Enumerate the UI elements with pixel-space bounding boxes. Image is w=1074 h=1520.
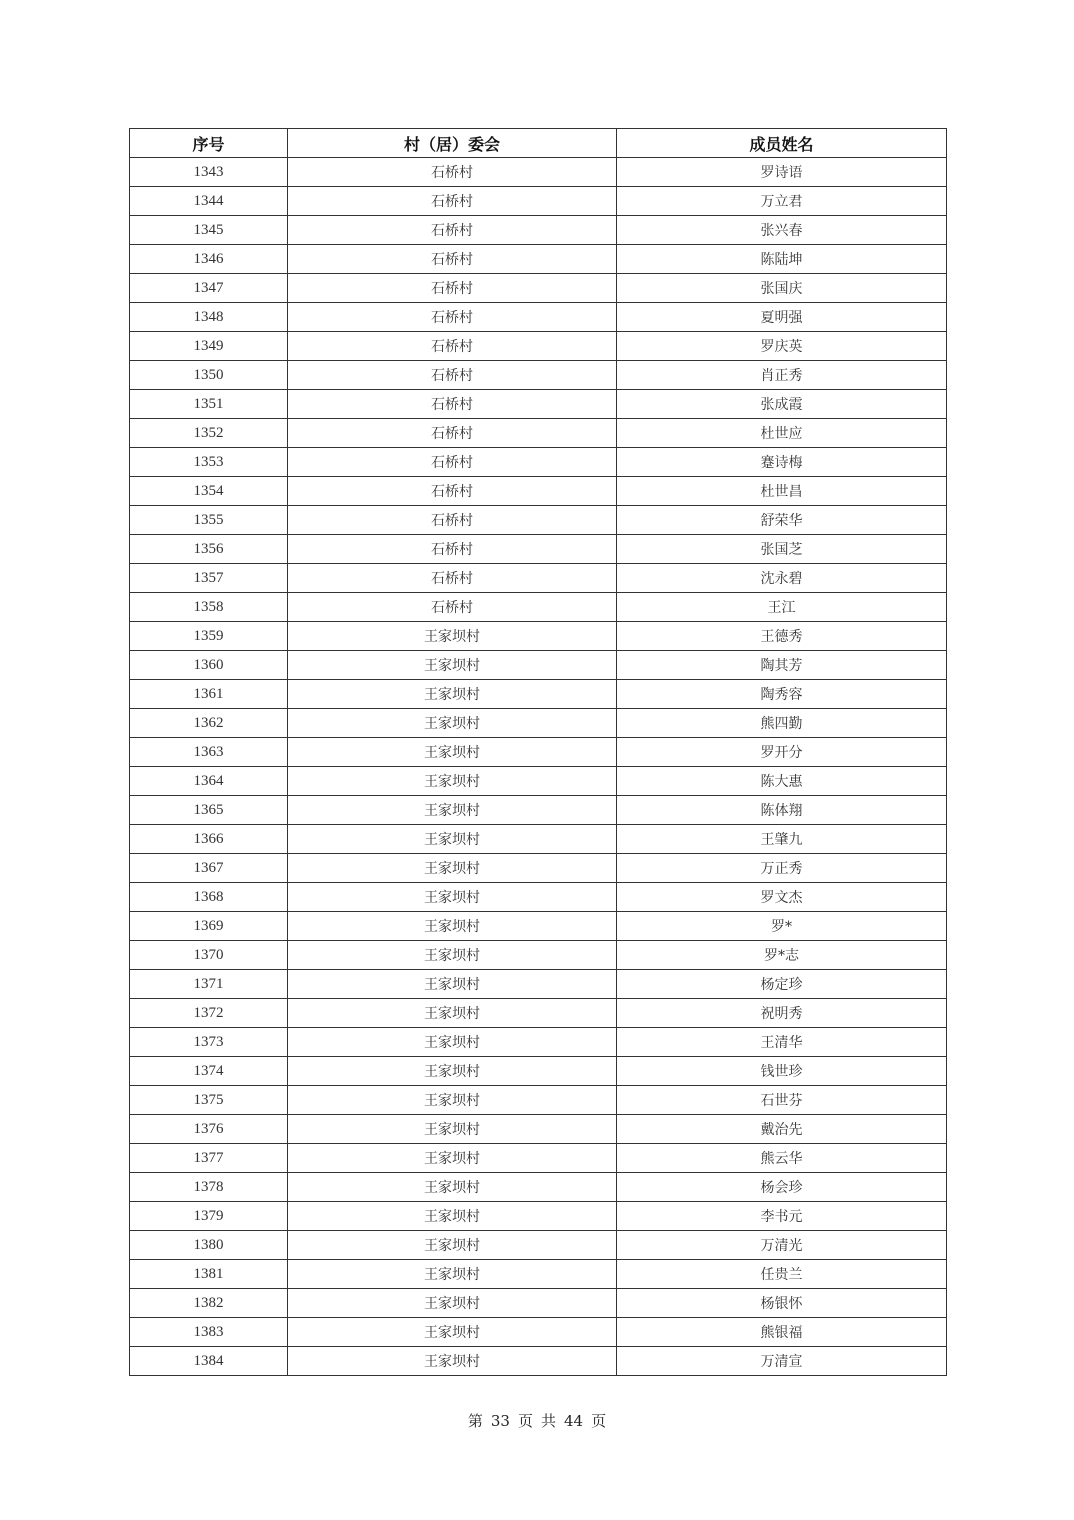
cell-village-committee: 石桥村: [288, 332, 617, 361]
table-row: [130, 419, 947, 448]
table-row: [130, 332, 947, 361]
cell-serial-number: 1370: [130, 941, 288, 970]
table-row: [130, 1115, 947, 1144]
table-row: [130, 941, 947, 970]
table-row: [130, 1347, 947, 1376]
cell-village-committee: 石桥村: [288, 274, 617, 303]
cell-village-committee: 王家坝村: [288, 999, 617, 1028]
cell-village-committee: 王家坝村: [288, 622, 617, 651]
cell-village-committee: 王家坝村: [288, 1231, 617, 1260]
cell-serial-number: 1367: [130, 854, 288, 883]
table-row: [130, 506, 947, 535]
table-row: [130, 216, 947, 245]
table-row: [130, 535, 947, 564]
cell-member-name: 罗文杰: [617, 883, 947, 912]
cell-village-committee: 王家坝村: [288, 738, 617, 767]
footer-total-pages: 44: [564, 1412, 584, 1430]
table-row: [130, 999, 947, 1028]
table-row: [130, 187, 947, 216]
table-row: [130, 738, 947, 767]
table-row: [130, 477, 947, 506]
table-row: [130, 854, 947, 883]
cell-member-name: 万正秀: [617, 854, 947, 883]
table-row: [130, 1202, 947, 1231]
cell-village-committee: 王家坝村: [288, 1028, 617, 1057]
cell-member-name: 杨银怀: [617, 1289, 947, 1318]
cell-serial-number: 1372: [130, 999, 288, 1028]
table-row: [130, 1028, 947, 1057]
table-row: [130, 912, 947, 941]
cell-village-committee: 王家坝村: [288, 883, 617, 912]
cell-village-committee: 石桥村: [288, 158, 617, 187]
cell-serial-number: 1351: [130, 390, 288, 419]
cell-member-name: 张兴春: [617, 216, 947, 245]
footer-prefix: 第: [467, 1412, 483, 1430]
cell-serial-number: 1359: [130, 622, 288, 651]
table-row: [130, 1173, 947, 1202]
cell-member-name: 张成霞: [617, 390, 947, 419]
cell-member-name: 陈大惠: [617, 767, 947, 796]
cell-member-name: 蹇诗梅: [617, 448, 947, 477]
cell-member-name: 舒荣华: [617, 506, 947, 535]
cell-village-committee: 王家坝村: [288, 1318, 617, 1347]
cell-village-committee: 王家坝村: [288, 1144, 617, 1173]
table-row: [130, 245, 947, 274]
member-table: [129, 128, 947, 1376]
table-row: [130, 303, 947, 332]
cell-member-name: 陶秀容: [617, 680, 947, 709]
cell-village-committee: 石桥村: [288, 245, 617, 274]
page-footer: [0, 1410, 1074, 1431]
cell-member-name: 张国芝: [617, 535, 947, 564]
cell-serial-number: 1377: [130, 1144, 288, 1173]
table-row: [130, 796, 947, 825]
cell-village-committee: 石桥村: [288, 216, 617, 245]
cell-member-name: 夏明强: [617, 303, 947, 332]
cell-village-committee: 王家坝村: [288, 912, 617, 941]
cell-serial-number: 1348: [130, 303, 288, 332]
cell-serial-number: 1375: [130, 1086, 288, 1115]
cell-serial-number: 1376: [130, 1115, 288, 1144]
cell-serial-number: 1368: [130, 883, 288, 912]
cell-serial-number: 1384: [130, 1347, 288, 1376]
cell-member-name: 张国庆: [617, 274, 947, 303]
cell-serial-number: 1380: [130, 1231, 288, 1260]
cell-serial-number: 1371: [130, 970, 288, 999]
cell-member-name: 杨会珍: [617, 1173, 947, 1202]
cell-serial-number: 1347: [130, 274, 288, 303]
cell-village-committee: 王家坝村: [288, 1086, 617, 1115]
cell-member-name: 任贵兰: [617, 1260, 947, 1289]
cell-village-committee: 王家坝村: [288, 651, 617, 680]
table-row: [130, 274, 947, 303]
table-row: [130, 158, 947, 187]
cell-member-name: 杨定珍: [617, 970, 947, 999]
footer-page-word: 页: [517, 1412, 533, 1430]
cell-member-name: 王清华: [617, 1028, 947, 1057]
cell-serial-number: 1364: [130, 767, 288, 796]
table-row: [130, 1289, 947, 1318]
cell-village-committee: 石桥村: [288, 448, 617, 477]
cell-serial-number: 1346: [130, 245, 288, 274]
table-row: [130, 622, 947, 651]
table-row: [130, 1231, 947, 1260]
table-header-row: [130, 129, 947, 158]
cell-village-committee: 石桥村: [288, 390, 617, 419]
cell-village-committee: 王家坝村: [288, 767, 617, 796]
cell-village-committee: 王家坝村: [288, 1115, 617, 1144]
cell-serial-number: 1356: [130, 535, 288, 564]
cell-member-name: 熊银福: [617, 1318, 947, 1347]
cell-village-committee: 石桥村: [288, 593, 617, 622]
cell-serial-number: 1381: [130, 1260, 288, 1289]
table-row: [130, 390, 947, 419]
header-village-committee: 村（居）委会: [288, 129, 617, 158]
cell-member-name: 罗庆英: [617, 332, 947, 361]
cell-member-name: 肖正秀: [617, 361, 947, 390]
table-row: [130, 825, 947, 854]
cell-serial-number: 1357: [130, 564, 288, 593]
cell-member-name: 罗*志: [617, 941, 947, 970]
cell-serial-number: 1383: [130, 1318, 288, 1347]
cell-serial-number: 1355: [130, 506, 288, 535]
cell-serial-number: 1350: [130, 361, 288, 390]
cell-village-committee: 王家坝村: [288, 796, 617, 825]
cell-serial-number: 1378: [130, 1173, 288, 1202]
cell-village-committee: 王家坝村: [288, 854, 617, 883]
cell-serial-number: 1358: [130, 593, 288, 622]
cell-village-committee: 石桥村: [288, 303, 617, 332]
table-row: [130, 767, 947, 796]
cell-serial-number: 1369: [130, 912, 288, 941]
footer-suffix: 页: [591, 1412, 607, 1430]
cell-member-name: 石世芬: [617, 1086, 947, 1115]
cell-village-committee: 王家坝村: [288, 1202, 617, 1231]
cell-village-committee: 石桥村: [288, 361, 617, 390]
cell-serial-number: 1353: [130, 448, 288, 477]
table-row: [130, 1057, 947, 1086]
cell-serial-number: 1362: [130, 709, 288, 738]
cell-serial-number: 1344: [130, 187, 288, 216]
cell-member-name: 万清光: [617, 1231, 947, 1260]
cell-member-name: 万清宣: [617, 1347, 947, 1376]
table-row: [130, 1086, 947, 1115]
table-row: [130, 883, 947, 912]
cell-member-name: 罗*: [617, 912, 947, 941]
cell-member-name: 杜世昌: [617, 477, 947, 506]
cell-village-committee: 王家坝村: [288, 1260, 617, 1289]
cell-village-committee: 石桥村: [288, 477, 617, 506]
cell-member-name: 戴治先: [617, 1115, 947, 1144]
cell-serial-number: 1373: [130, 1028, 288, 1057]
cell-serial-number: 1382: [130, 1289, 288, 1318]
cell-serial-number: 1349: [130, 332, 288, 361]
table-body: [130, 158, 947, 1376]
header-serial-number: 序号: [130, 129, 288, 158]
cell-serial-number: 1365: [130, 796, 288, 825]
cell-serial-number: 1343: [130, 158, 288, 187]
cell-serial-number: 1363: [130, 738, 288, 767]
cell-serial-number: 1361: [130, 680, 288, 709]
cell-serial-number: 1345: [130, 216, 288, 245]
cell-member-name: 王江: [617, 593, 947, 622]
cell-village-committee: 王家坝村: [288, 825, 617, 854]
cell-village-committee: 王家坝村: [288, 1057, 617, 1086]
cell-member-name: 熊云华: [617, 1144, 947, 1173]
cell-member-name: 王肇九: [617, 825, 947, 854]
cell-member-name: 罗开分: [617, 738, 947, 767]
cell-village-committee: 王家坝村: [288, 970, 617, 999]
table-row: [130, 680, 947, 709]
cell-village-committee: 石桥村: [288, 564, 617, 593]
cell-village-committee: 王家坝村: [288, 1173, 617, 1202]
cell-serial-number: 1352: [130, 419, 288, 448]
cell-member-name: 王德秀: [617, 622, 947, 651]
cell-village-committee: 王家坝村: [288, 680, 617, 709]
table-row: [130, 1318, 947, 1347]
cell-member-name: 祝明秀: [617, 999, 947, 1028]
cell-member-name: 钱世珍: [617, 1057, 947, 1086]
footer-current-page: 33: [490, 1412, 510, 1430]
cell-village-committee: 王家坝村: [288, 1289, 617, 1318]
table-row: [130, 709, 947, 738]
cell-serial-number: 1360: [130, 651, 288, 680]
table-row: [130, 361, 947, 390]
cell-member-name: 熊四勤: [617, 709, 947, 738]
footer-total-word: 共: [541, 1412, 557, 1430]
cell-member-name: 陈体翔: [617, 796, 947, 825]
cell-member-name: 万立君: [617, 187, 947, 216]
cell-village-committee: 王家坝村: [288, 1347, 617, 1376]
cell-village-committee: 石桥村: [288, 506, 617, 535]
cell-member-name: 李书元: [617, 1202, 947, 1231]
cell-serial-number: 1379: [130, 1202, 288, 1231]
cell-serial-number: 1354: [130, 477, 288, 506]
cell-village-committee: 石桥村: [288, 535, 617, 564]
header-member-name: 成员姓名: [617, 129, 947, 158]
cell-village-committee: 石桥村: [288, 419, 617, 448]
table-row: [130, 448, 947, 477]
cell-member-name: 杜世应: [617, 419, 947, 448]
table-row: [130, 564, 947, 593]
cell-member-name: 陈陆坤: [617, 245, 947, 274]
table-row: [130, 593, 947, 622]
cell-member-name: 罗诗语: [617, 158, 947, 187]
table-row: [130, 1144, 947, 1173]
cell-serial-number: 1366: [130, 825, 288, 854]
cell-member-name: 陶其芳: [617, 651, 947, 680]
table-row: [130, 1260, 947, 1289]
cell-village-committee: 石桥村: [288, 187, 617, 216]
cell-serial-number: 1374: [130, 1057, 288, 1086]
cell-village-committee: 王家坝村: [288, 941, 617, 970]
table-row: [130, 970, 947, 999]
cell-member-name: 沈永碧: [617, 564, 947, 593]
cell-village-committee: 王家坝村: [288, 709, 617, 738]
table-row: [130, 651, 947, 680]
